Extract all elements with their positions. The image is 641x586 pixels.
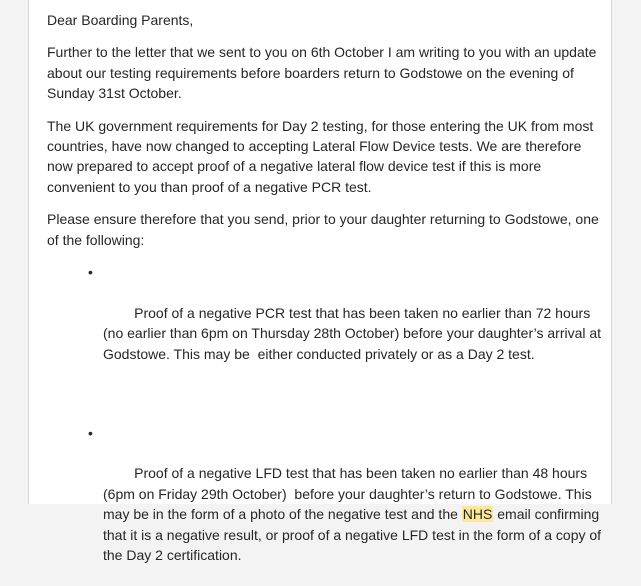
requirements-list xyxy=(47,262,607,586)
bullet-icon: • xyxy=(88,264,93,281)
list-item-lfd-text-end: email confirming that it is a negative result, or proof of a negative LFD test in the form of a copy of the Day 2 certification. xyxy=(103,506,605,563)
highlighted-term-nhs: NHS xyxy=(462,506,493,523)
list-item-lfd-text-start: Proof of a negative LFD test that has been taken no earlier than 48 hours (6pm on Friday 29th October) before your daughter’s return to Godstowe. This may be in the form of a photo of the negative test and the xyxy=(103,465,596,523)
list-item-pcr-text: Proof of a negative PCR test that has been taken no earlier than 72 hours (no earlier than 6pm on Thursday 28th October) before your daughter’s arrival at Godstowe. This may be either conducted privately or as a Day 2 test. xyxy=(103,304,605,362)
paragraph-update: Further to the letter that we sent to you on 6th October I am writing to you with an update about our testing requirements before boarders return to Godstowe on the evening of Sunday 31st October. xyxy=(47,44,601,102)
paragraph-lfd-change: The UK government requirements for Day 2 testing, for those entering the UK from most countries, have now changed to accepting Lateral Flow Device tests. We are therefore now prepared to accept proof of a negative lateral flow device test if this is more convenient to you than proof of a negative PCR test. xyxy=(47,117,598,195)
salutation: Dear Boarding Parents, xyxy=(47,12,194,28)
list-item-pcr xyxy=(88,262,607,384)
paragraph-instructions: Please ensure therefore that you send, prior to your daughter returning to Godstowe, one of the following: xyxy=(47,211,603,248)
bullet-icon: • xyxy=(88,424,93,441)
list-item-lfd xyxy=(88,423,607,586)
letter-body xyxy=(47,10,607,586)
letter-page xyxy=(28,0,612,563)
